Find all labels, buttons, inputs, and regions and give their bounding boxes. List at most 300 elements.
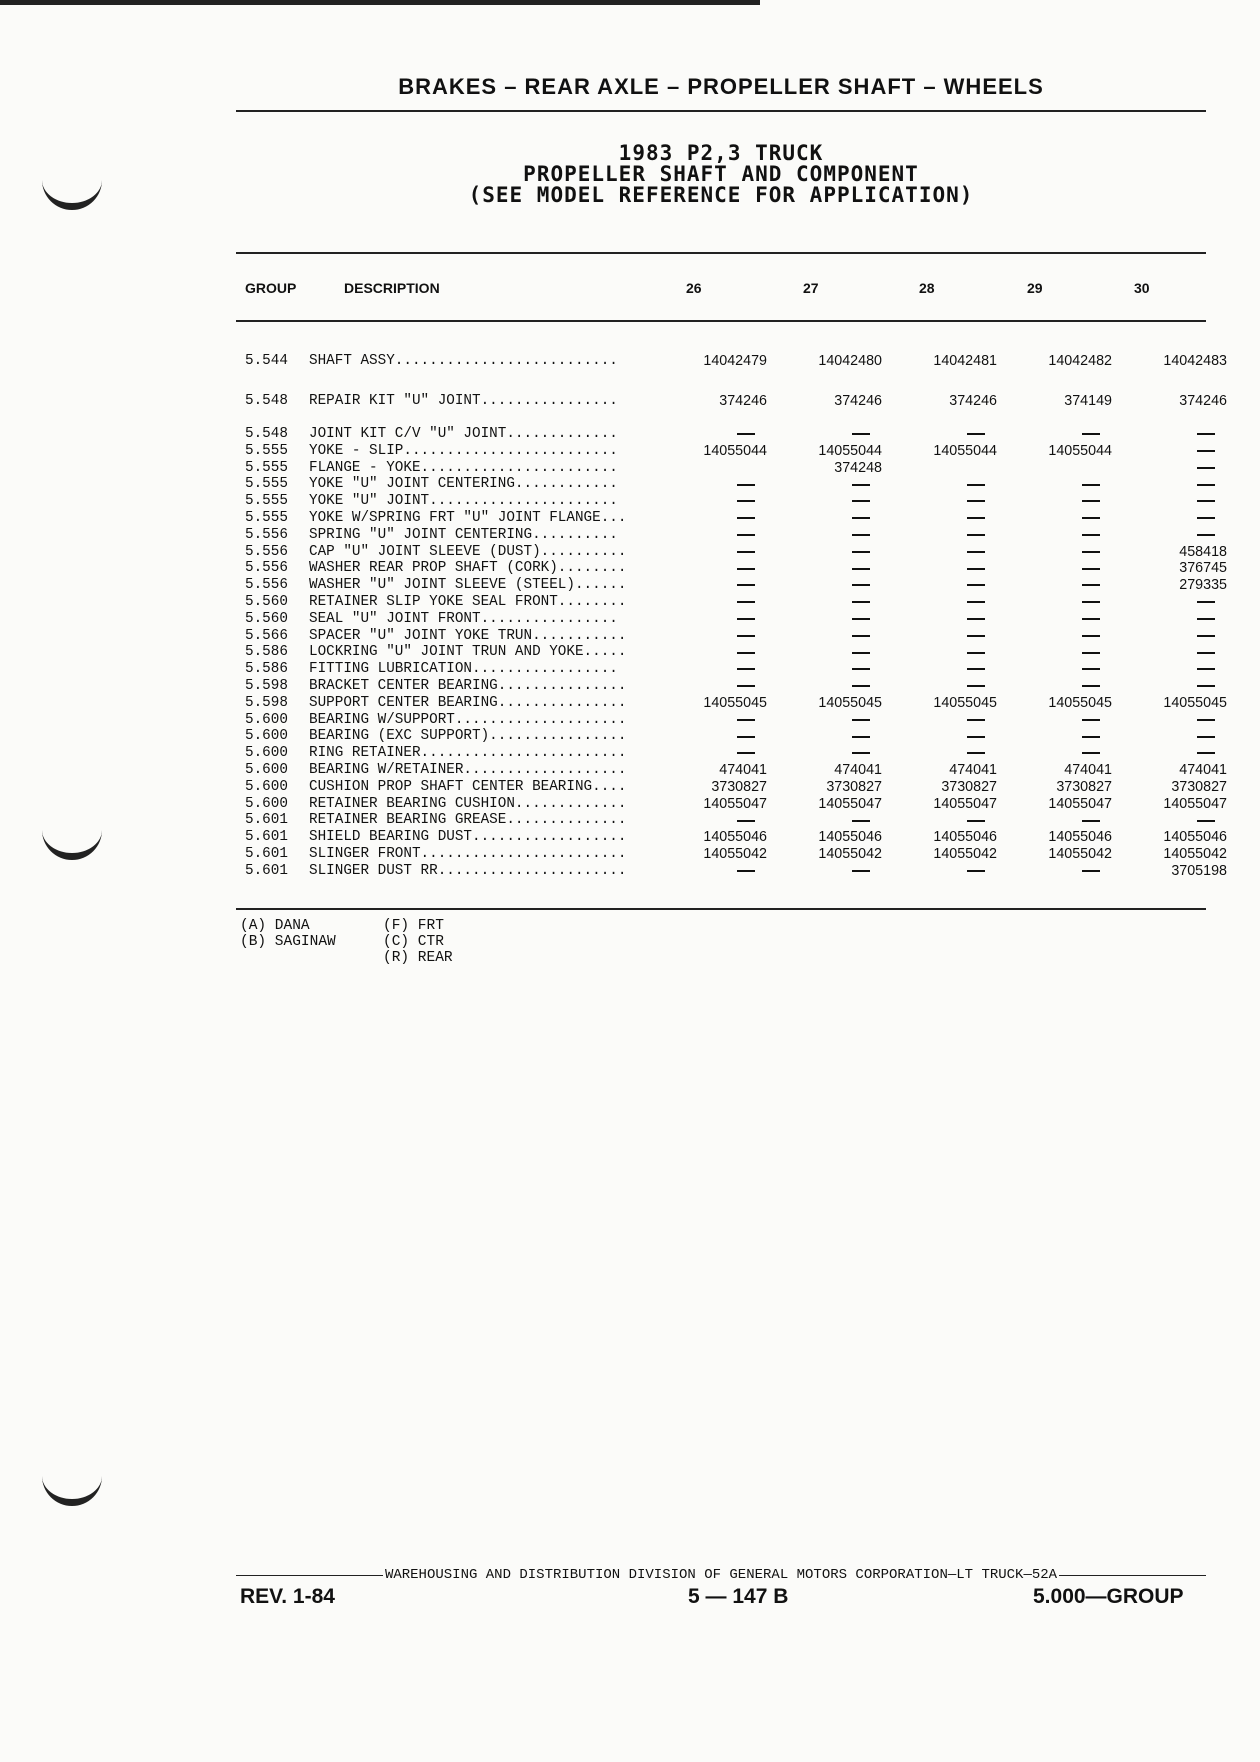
group-cell: 5.556 [245,543,288,560]
not-applicable-dash [1082,433,1100,435]
part-number-cell [1112,628,1227,645]
group-cell: 5.600 [245,728,288,745]
part-number-cell [1112,611,1227,628]
footer-rule-left [236,1575,383,1576]
part-number-cell: 374246 [949,392,997,409]
part-number-cell [767,745,882,762]
part-number-cell: 14055045 [818,694,882,711]
legend-left [240,918,336,950]
part-number-cell: 374248 [834,459,882,476]
part-number-cell [1112,426,1227,443]
group-cell: 5.601 [245,829,288,846]
part-number-cell: 14055047 [1048,795,1112,812]
not-applicable-dash [967,870,985,872]
table-bottom-rule [236,908,1206,910]
part-number-cell [997,544,1112,561]
not-applicable-dash [737,568,755,570]
table-row [245,644,1227,661]
part-number-cell [882,863,997,880]
part-number-cell [767,426,882,443]
not-applicable-dash [1082,568,1100,570]
not-applicable-dash [1197,668,1215,670]
part-number-cell [1112,812,1227,829]
part-number-cell: 3730827 [941,778,997,795]
table-row [245,695,1227,712]
legend-frt: (F) FRT [383,918,444,934]
not-applicable-dash [852,618,870,620]
table-row [245,846,1227,863]
not-applicable-dash [1197,618,1215,620]
table-row [245,577,1227,594]
not-applicable-dash [1082,736,1100,738]
group-cell: 5.555 [245,442,288,459]
part-number-cell [767,661,882,678]
part-number-cell [882,745,997,762]
group-cell: 5.600 [245,778,288,795]
part-number-cell [1112,460,1227,477]
description-cell: YOKE - SLIP......................... [309,442,618,459]
part-number-cell: 14055047 [933,795,997,812]
not-applicable-dash [1197,719,1215,721]
part-number-cell [882,728,997,745]
not-applicable-dash [1082,584,1100,586]
part-number-cell [882,493,997,510]
part-number-cell: 474041 [719,761,767,778]
not-applicable-dash [852,736,870,738]
part-number-cell: 374246 [719,392,767,409]
table-row [245,376,1227,426]
not-applicable-dash [737,652,755,654]
part-number-cell [1112,594,1227,611]
part-number-cell [882,510,997,527]
table-row [245,443,1227,460]
not-applicable-dash [967,752,985,754]
not-applicable-dash [1197,517,1215,519]
not-applicable-dash [1197,484,1215,486]
part-number-cell: 14055046 [933,829,997,846]
not-applicable-dash [852,500,870,502]
part-number-cell [1112,476,1227,493]
group-cell: 5.555 [245,509,288,526]
footer-division-text: WAREHOUSING AND DISTRIBUTION DIVISION OF GENERAL MOTORS CORPORATION—LT TRUCK—52A [384,1567,1058,1583]
table-row [245,779,1227,796]
table-row [245,863,1227,880]
not-applicable-dash [852,568,870,570]
part-number-cell [1112,510,1227,527]
title-line-1: 1983 P2,3 TRUCK [618,141,824,165]
table-row [245,628,1227,645]
not-applicable-dash [1082,635,1100,637]
part-number-cell: 374246 [1179,392,1227,409]
description-cell: SHAFT ASSY.......................... [309,352,618,369]
part-number-cell [997,611,1112,628]
not-applicable-dash [967,500,985,502]
legend-ctr: (C) CTR [383,934,444,950]
part-number-cell [1112,493,1227,510]
not-applicable-dash [1197,635,1215,637]
legend-saginaw: (B) SAGINAW [240,934,336,950]
table-row [245,762,1227,779]
table-row [245,611,1227,628]
part-number-cell [653,426,767,443]
table-row [245,426,1227,443]
part-number-cell: 14055045 [703,694,767,711]
part-number-cell: 14042479 [703,352,767,369]
part-number-cell [653,644,767,661]
not-applicable-dash [1197,450,1215,452]
legend-rear: (R) REAR [383,950,453,966]
description-cell: RETAINER SLIP YOKE SEAL FRONT........ [309,593,627,610]
not-applicable-dash [737,736,755,738]
part-number-cell [997,644,1112,661]
table-row [245,745,1227,762]
part-number-cell [882,527,997,544]
not-applicable-dash [1082,870,1100,872]
part-number-cell [882,560,997,577]
part-number-cell: 14055042 [1048,845,1112,862]
not-applicable-dash [1082,551,1100,553]
not-applicable-dash [852,534,870,536]
description-cell: SUPPORT CENTER BEARING............... [309,694,627,711]
not-applicable-dash [1082,517,1100,519]
part-number-cell [653,728,767,745]
part-number-cell: 3730827 [711,778,767,795]
part-number-cell: 474041 [1064,761,1112,778]
part-number-cell: 14055042 [818,845,882,862]
not-applicable-dash [967,568,985,570]
part-number-cell [997,493,1112,510]
not-applicable-dash [1197,752,1215,754]
not-applicable-dash [852,601,870,603]
part-number-cell [767,476,882,493]
part-number-cell [882,661,997,678]
description-cell: JOINT KIT C/V "U" JOINT............. [309,426,618,442]
group-cell: 5.544 [245,352,288,369]
not-applicable-dash [967,719,985,721]
part-number-cell: 14055042 [1163,845,1227,862]
part-number-cell: 14055044 [703,442,767,459]
part-number-cell [653,712,767,729]
part-number-cell [767,644,882,661]
part-number-cell: 14055045 [1048,694,1112,711]
column-header-27: 27 [803,280,819,296]
not-applicable-dash [967,601,985,603]
part-number-cell: 458418 [1179,543,1227,560]
not-applicable-dash [1197,467,1215,469]
description-cell: FITTING LUBRICATION................. [309,661,618,678]
part-number-cell [997,661,1112,678]
part-number-cell [997,560,1112,577]
part-number-cell: 279335 [1179,577,1227,594]
part-number-cell: 14055046 [703,829,767,846]
part-number-cell [1112,745,1227,762]
table-row [245,728,1227,745]
description-cell: BRACKET CENTER BEARING............... [309,677,627,694]
part-number-cell [767,527,882,544]
footer-page-number: 5 — 147 B [688,1585,789,1608]
not-applicable-dash [1082,652,1100,654]
description-cell: BEARING W/RETAINER................... [309,761,627,778]
description-cell: YOKE "U" JOINT CENTERING............ [309,476,618,493]
not-applicable-dash [1197,534,1215,536]
part-number-cell [767,493,882,510]
punch-hole-mark-3 [42,1468,102,1506]
part-number-cell [767,863,882,880]
legend-dana: (A) DANA [240,918,310,934]
group-cell: 5.556 [245,560,288,577]
not-applicable-dash [967,517,985,519]
group-cell: 5.601 [245,862,288,879]
table-row [245,829,1227,846]
not-applicable-dash [737,534,755,536]
parts-table [245,346,1227,880]
part-number-cell: 14055046 [818,829,882,846]
column-header-30: 30 [1134,280,1150,296]
part-number-cell [767,510,882,527]
part-number-cell [653,493,767,510]
part-number-cell: 14042483 [1163,352,1227,369]
part-number-cell: 14055046 [1163,829,1227,846]
part-number-cell [882,544,997,561]
part-number-cell [653,611,767,628]
group-cell: 5.598 [245,677,288,694]
not-applicable-dash [967,534,985,536]
part-number-cell: 14055044 [818,442,882,459]
description-cell: SLINGER DUST RR...................... [309,862,627,879]
table-row [245,812,1227,829]
description-cell: SHIELD BEARING DUST.................. [309,829,627,846]
part-number-cell [997,527,1112,544]
group-cell: 5.601 [245,845,288,862]
part-number-cell [653,863,767,880]
group-cell: 5.548 [245,392,288,409]
not-applicable-dash [1197,736,1215,738]
not-applicable-dash [852,668,870,670]
part-number-cell [997,426,1112,443]
part-number-cell [653,594,767,611]
part-number-cell: 376745 [1179,560,1227,577]
part-number-cell: 14055044 [1048,442,1112,459]
table-row [245,476,1227,493]
part-number-cell [767,611,882,628]
table-row [245,544,1227,561]
not-applicable-dash [737,601,755,603]
description-cell: SEAL "U" JOINT FRONT................ [309,610,618,627]
group-cell: 5.555 [245,493,288,510]
part-number-cell [767,678,882,695]
part-number-cell [997,745,1112,762]
not-applicable-dash [967,584,985,586]
not-applicable-dash [1197,685,1215,687]
column-header-group: GROUP [245,280,297,296]
description-cell: BEARING W/SUPPORT.................... [309,711,627,728]
not-applicable-dash [852,719,870,721]
part-number-cell [882,476,997,493]
part-number-cell [653,745,767,762]
part-number-cell [882,426,997,443]
part-number-cell: 14055046 [1048,829,1112,846]
description-cell: CAP "U" JOINT SLEEVE (DUST).......... [309,543,627,560]
description-cell: WASHER REAR PROP SHAFT (CORK)........ [309,560,627,577]
not-applicable-dash [967,668,985,670]
part-number-cell [997,628,1112,645]
part-number-cell [653,476,767,493]
group-cell: 5.586 [245,661,288,678]
part-number-cell [882,577,997,594]
part-number-cell [767,712,882,729]
part-number-cell: 3705198 [1171,862,1227,879]
group-cell: 5.560 [245,610,288,627]
group-cell: 5.555 [245,476,288,493]
not-applicable-dash [737,719,755,721]
group-cell: 5.566 [245,627,288,644]
part-number-cell: 474041 [834,761,882,778]
not-applicable-dash [1082,668,1100,670]
part-number-cell [767,628,882,645]
part-number-cell [882,678,997,695]
description-cell: LOCKRING "U" JOINT TRUN AND YOKE..... [309,644,627,661]
not-applicable-dash [1082,685,1100,687]
not-applicable-dash [852,484,870,486]
column-header-28: 28 [919,280,935,296]
not-applicable-dash [737,618,755,620]
not-applicable-dash [1082,820,1100,822]
part-number-cell: 374246 [834,392,882,409]
page-header: BRAKES – REAR AXLE – PROPELLER SHAFT – WHEELS [398,74,1044,99]
part-number-cell: 14055042 [703,845,767,862]
page-title [236,143,1206,206]
table-row [245,796,1227,813]
part-number-cell [1112,661,1227,678]
not-applicable-dash [967,652,985,654]
not-applicable-dash [967,484,985,486]
part-number-cell: 474041 [949,761,997,778]
description-cell: RETAINER BEARING CUSHION............. [309,795,627,812]
group-cell: 5.600 [245,745,288,762]
part-number-cell [653,628,767,645]
group-cell: 5.555 [245,459,288,476]
legend-right [383,918,453,966]
part-number-cell [653,527,767,544]
not-applicable-dash [737,685,755,687]
part-number-cell [997,812,1112,829]
group-cell: 5.600 [245,711,288,728]
part-number-cell: 14055042 [933,845,997,862]
not-applicable-dash [852,635,870,637]
part-number-cell [882,712,997,729]
description-cell: SPACER "U" JOINT YOKE TRUN........... [309,627,627,644]
description-cell: BEARING (EXC SUPPORT)................ [309,728,627,745]
part-number-cell [767,544,882,561]
description-cell: RETAINER BEARING GREASE.............. [309,812,627,829]
column-header-description: DESCRIPTION [344,280,440,296]
not-applicable-dash [1197,601,1215,603]
part-number-cell [767,812,882,829]
part-number-cell [997,460,1112,477]
punch-hole-mark-1 [42,172,102,210]
not-applicable-dash [967,685,985,687]
description-cell: RING RETAINER........................ [309,745,627,762]
part-number-cell: 14042482 [1048,352,1112,369]
not-applicable-dash [1197,652,1215,654]
not-applicable-dash [967,618,985,620]
part-number-cell [653,560,767,577]
part-number-cell [767,594,882,611]
part-number-cell [997,863,1112,880]
part-number-cell [653,544,767,561]
part-number-cell [1112,678,1227,695]
description-cell: SLINGER FRONT........................ [309,845,627,862]
part-number-cell [997,712,1112,729]
part-number-cell [997,476,1112,493]
not-applicable-dash [1197,820,1215,822]
description-cell: YOKE W/SPRING FRT "U" JOINT FLANGE... [309,509,627,526]
not-applicable-dash [1197,500,1215,502]
part-number-cell [997,678,1112,695]
part-number-cell [1112,644,1227,661]
not-applicable-dash [737,551,755,553]
not-applicable-dash [737,870,755,872]
table-row [245,346,1227,376]
column-header-rule [236,320,1206,322]
table-row [245,712,1227,729]
table-row [245,678,1227,695]
not-applicable-dash [852,584,870,586]
group-cell: 5.556 [245,526,288,543]
not-applicable-dash [737,635,755,637]
part-number-cell [882,611,997,628]
part-number-cell [653,510,767,527]
part-number-cell [767,728,882,745]
part-number-cell [653,812,767,829]
part-number-cell [767,560,882,577]
not-applicable-dash [737,433,755,435]
part-number-cell [1112,728,1227,745]
description-cell: YOKE "U" JOINT...................... [309,493,618,510]
part-number-cell: 3730827 [1171,778,1227,795]
not-applicable-dash [737,484,755,486]
not-applicable-dash [1197,433,1215,435]
table-row [245,460,1227,477]
part-number-cell [767,577,882,594]
part-number-cell [882,644,997,661]
not-applicable-dash [967,820,985,822]
table-row [245,527,1227,544]
not-applicable-dash [852,517,870,519]
part-number-cell: 374149 [1064,392,1112,409]
part-number-cell: 14055047 [1163,795,1227,812]
group-cell: 5.600 [245,795,288,812]
not-applicable-dash [852,551,870,553]
description-cell: FLANGE - YOKE....................... [309,459,618,476]
part-number-cell: 14042480 [818,352,882,369]
not-applicable-dash [737,752,755,754]
not-applicable-dash [852,752,870,754]
part-number-cell: 474041 [1179,761,1227,778]
part-number-cell [997,577,1112,594]
part-number-cell [997,510,1112,527]
part-number-cell [997,594,1112,611]
not-applicable-dash [967,635,985,637]
title-line-2: PROPELLER SHAFT AND COMPONENT [523,162,919,186]
table-row [245,560,1227,577]
group-cell: 5.560 [245,593,288,610]
group-cell: 5.556 [245,577,288,594]
table-row [245,510,1227,527]
title-line-3: (SEE MODEL REFERENCE FOR APPLICATION) [468,183,974,207]
group-cell: 5.598 [245,694,288,711]
not-applicable-dash [737,820,755,822]
